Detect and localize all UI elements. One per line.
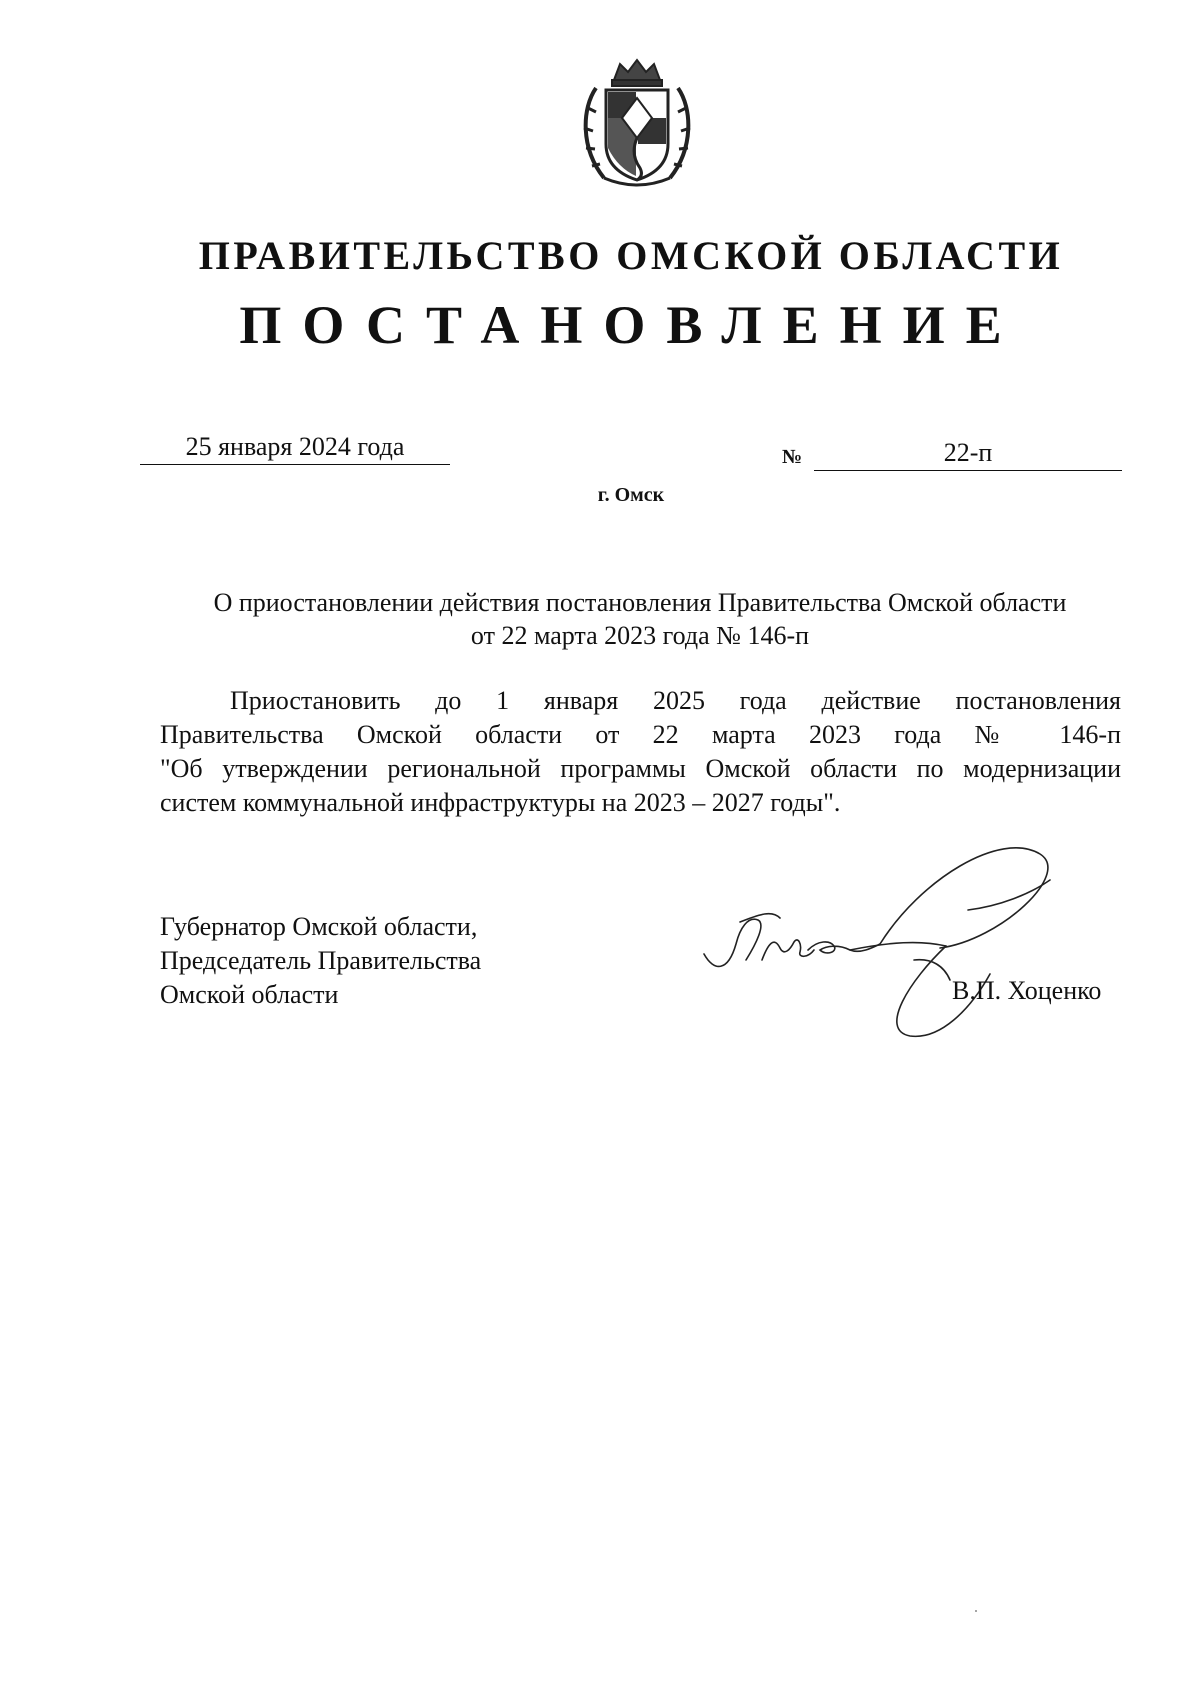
city: г. Омск	[597, 484, 665, 506]
signer-title-line: Губернатор Омской области,	[160, 912, 478, 941]
body-line: "Об утверждении региональной программы Омской области по модернизации	[160, 754, 1121, 783]
body-line-text: Приостановить до 1 января 2025 года действие постановления	[230, 686, 1121, 715]
document-type-title: ПОСТАНОВЛЕНИЕ	[239, 295, 1023, 355]
document-number: 22-п	[814, 438, 1122, 471]
signer-title	[160, 910, 481, 1012]
handwritten-signature-icon	[700, 840, 1090, 1040]
body-line	[160, 684, 1121, 718]
government-title: ПРАВИТЕЛЬСТВО ОМСКОЙ ОБЛАСТИ	[198, 233, 1064, 278]
body-line: Правительства Омской области от 22 марта 2023 года № 146-п	[160, 720, 1121, 749]
subject-line: от 22 марта 2023 года № 146-п	[470, 621, 810, 650]
signer-name: В.П. Хоценко	[952, 976, 1102, 1005]
body-line: систем коммунальной инфраструктуры на 2023 – 2027 годы".	[160, 788, 841, 817]
scan-speck	[975, 1610, 977, 1612]
document-subject	[160, 586, 1120, 652]
coat-of-arms-icon	[574, 58, 700, 190]
document-date: 25 января 2024 года	[140, 432, 450, 465]
subject-line: О приостановлении действия постановления Правительства Омской области	[213, 588, 1067, 617]
document-body	[160, 684, 1121, 820]
number-label: №	[782, 446, 803, 468]
signer-title-line: Омской области	[160, 980, 339, 1009]
signer-title-line: Председатель Правительства	[160, 946, 482, 975]
